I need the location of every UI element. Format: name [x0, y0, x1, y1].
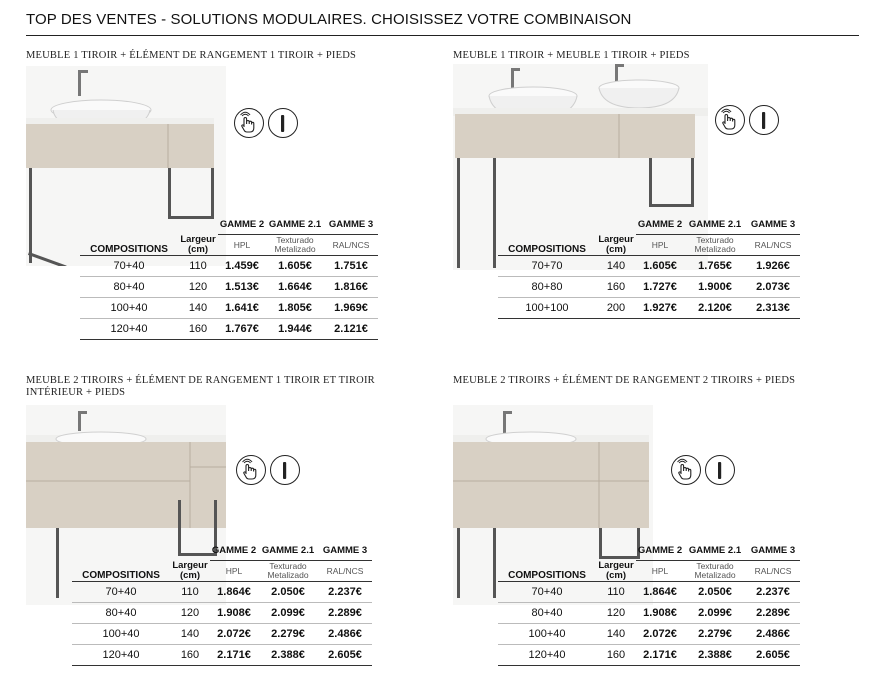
table-cell: 1.816€: [324, 277, 378, 298]
table-row: [72, 603, 372, 624]
table-cell: 1.969€: [324, 298, 378, 319]
handle-icon: [749, 105, 779, 135]
largeur-header: Largeur (cm): [178, 235, 218, 256]
table-cell: 2.120€: [684, 298, 746, 319]
table-cell: 160: [178, 319, 218, 340]
largeur-header: Largeur (cm): [596, 235, 636, 256]
gamme-2-header: GAMME 2: [636, 214, 684, 235]
feature-icons: [236, 455, 300, 485]
table-cell: 2.486€: [746, 624, 800, 645]
compositions-header: COMPOSITIONS: [498, 561, 596, 582]
title-divider: [26, 35, 859, 36]
table-row: [498, 277, 800, 298]
section-title: MEUBLE 2 TIROIRS + ÉLÉMENT DE RANGEMENT 2 TIROIRS + PIEDS: [453, 375, 796, 386]
table-cell: 160: [596, 645, 636, 666]
table-cell: 2.099€: [258, 603, 318, 624]
hpl-label: HPL: [636, 561, 684, 582]
table-cell: 2.171€: [210, 645, 258, 666]
gamme-3-header: GAMME 3: [324, 214, 378, 235]
ralncs-label: RAL/NCS: [318, 561, 372, 582]
table-cell: 2.171€: [636, 645, 684, 666]
gamme-2-1-header: GAMME 2.1: [266, 214, 324, 235]
push-open-icon: [671, 455, 701, 485]
table-cell: 80+80: [498, 277, 596, 298]
section-title: MEUBLE 1 TIROIR + MEUBLE 1 TIROIR + PIEDS: [453, 50, 690, 61]
table-cell: 80+40: [72, 603, 170, 624]
table-row: [498, 298, 800, 319]
table-cell: 1.641€: [218, 298, 266, 319]
table-row: [80, 277, 378, 298]
gamme-3-header: GAMME 3: [746, 214, 800, 235]
section-title: MEUBLE 1 TIROIR + ÉLÉMENT DE RANGEMENT 1 TIROIR + PIEDS: [26, 50, 357, 61]
table-cell: 140: [596, 624, 636, 645]
table-cell: 70+70: [498, 256, 596, 277]
table-cell: 1.926€: [746, 256, 800, 277]
gamme-2-header: GAMME 2: [210, 540, 258, 561]
feature-icons: [234, 108, 298, 138]
table-cell: 1.513€: [218, 277, 266, 298]
table-row: [72, 624, 372, 645]
table-row: [80, 256, 378, 277]
table-cell: 2.279€: [684, 624, 746, 645]
largeur-header: Largeur (cm): [170, 561, 210, 582]
table-cell: 1.664€: [266, 277, 324, 298]
table-cell: 1.900€: [684, 277, 746, 298]
table-cell: 1.864€: [636, 582, 684, 603]
table-cell: 2.313€: [746, 298, 800, 319]
table-cell: 1.864€: [210, 582, 258, 603]
table-cell: 1.927€: [636, 298, 684, 319]
table-cell: 80+40: [80, 277, 178, 298]
texturado-label: Texturado Metalizado: [684, 235, 746, 256]
table-row: [498, 603, 800, 624]
ralncs-label: RAL/NCS: [324, 235, 378, 256]
texturado-label: Texturado Metalizado: [258, 561, 318, 582]
table-cell: 100+40: [72, 624, 170, 645]
largeur-header: Largeur (cm): [596, 561, 636, 582]
table-row: [498, 645, 800, 666]
table-cell: 2.388€: [258, 645, 318, 666]
hpl-label: HPL: [218, 235, 266, 256]
table-row: [498, 582, 800, 603]
table-row: [80, 319, 378, 340]
table-cell: 160: [170, 645, 210, 666]
handle-icon: [270, 455, 300, 485]
page-title: TOP DES VENTES - SOLUTIONS MODULAIRES. CHOISISSEZ VOTRE COMBINAISON: [26, 11, 632, 28]
section-2: [453, 50, 853, 370]
table-cell: 1.605€: [636, 256, 684, 277]
table-cell: 160: [596, 277, 636, 298]
table-cell: 2.073€: [746, 277, 800, 298]
price-table: [80, 214, 378, 340]
gamme-2-1-header: GAMME 2.1: [684, 214, 746, 235]
price-table: [498, 214, 800, 319]
hpl-label: HPL: [210, 561, 258, 582]
table-cell: 2.237€: [746, 582, 800, 603]
ralncs-label: RAL/NCS: [746, 235, 800, 256]
section-4: [453, 375, 853, 695]
table-cell: 1.805€: [266, 298, 324, 319]
push-open-icon: [234, 108, 264, 138]
table-cell: 120+40: [80, 319, 178, 340]
price-table: [72, 540, 372, 666]
table-cell: 70+40: [72, 582, 170, 603]
section-3: [26, 375, 426, 695]
table-cell: 1.727€: [636, 277, 684, 298]
hpl-label: HPL: [636, 235, 684, 256]
table-cell: 120: [596, 603, 636, 624]
price-table: [498, 540, 800, 666]
push-open-icon: [236, 455, 266, 485]
texturado-label: Texturado Metalizado: [684, 561, 746, 582]
feature-icons: [671, 455, 735, 485]
table-cell: 1.908€: [636, 603, 684, 624]
table-cell: 2.121€: [324, 319, 378, 340]
table-cell: 1.605€: [266, 256, 324, 277]
table-cell: 2.486€: [318, 624, 372, 645]
table-cell: 1.459€: [218, 256, 266, 277]
table-cell: 1.765€: [684, 256, 746, 277]
gamme-2-header: GAMME 2: [218, 214, 266, 235]
table-cell: 2.605€: [746, 645, 800, 666]
table-row: [80, 298, 378, 319]
table-cell: 2.072€: [210, 624, 258, 645]
table-cell: 2.237€: [318, 582, 372, 603]
table-cell: 2.072€: [636, 624, 684, 645]
push-open-icon: [715, 105, 745, 135]
gamme-2-header: GAMME 2: [636, 540, 684, 561]
gamme-2-1-header: GAMME 2.1: [684, 540, 746, 561]
section-title: MEUBLE 2 TIROIRS + ÉLÉMENT DE RANGEMENT 1 TIROIR ET TIROIR INTÉRIEUR + PIEDS: [26, 375, 375, 398]
table-cell: 110: [178, 256, 218, 277]
table-cell: 2.289€: [746, 603, 800, 624]
gamme-3-header: GAMME 3: [318, 540, 372, 561]
table-cell: 110: [170, 582, 210, 603]
table-cell: 2.289€: [318, 603, 372, 624]
table-cell: 1.944€: [266, 319, 324, 340]
handle-icon: [705, 455, 735, 485]
table-cell: 120+40: [498, 645, 596, 666]
table-cell: 2.279€: [258, 624, 318, 645]
table-cell: 1.751€: [324, 256, 378, 277]
ralncs-label: RAL/NCS: [746, 561, 800, 582]
compositions-header: COMPOSITIONS: [72, 561, 170, 582]
table-cell: 100+40: [80, 298, 178, 319]
table-cell: 2.099€: [684, 603, 746, 624]
compositions-header: COMPOSITIONS: [498, 235, 596, 256]
feature-icons: [715, 105, 779, 135]
gamme-3-header: GAMME 3: [746, 540, 800, 561]
texturado-label: Texturado Metalizado: [266, 235, 324, 256]
table-cell: 2.050€: [684, 582, 746, 603]
table-cell: 1.767€: [218, 319, 266, 340]
table-row: [498, 256, 800, 277]
table-row: [72, 645, 372, 666]
handle-icon: [268, 108, 298, 138]
table-cell: 110: [596, 582, 636, 603]
table-cell: 1.908€: [210, 603, 258, 624]
table-row: [72, 582, 372, 603]
table-cell: 70+40: [80, 256, 178, 277]
table-cell: 100+100: [498, 298, 596, 319]
table-cell: 140: [178, 298, 218, 319]
table-cell: 120+40: [72, 645, 170, 666]
table-cell: 2.388€: [684, 645, 746, 666]
table-cell: 2.605€: [318, 645, 372, 666]
table-cell: 120: [178, 277, 218, 298]
table-cell: 140: [596, 256, 636, 277]
table-cell: 70+40: [498, 582, 596, 603]
table-cell: 140: [170, 624, 210, 645]
gamme-2-1-header: GAMME 2.1: [258, 540, 318, 561]
table-cell: 120: [170, 603, 210, 624]
compositions-header: COMPOSITIONS: [80, 235, 178, 256]
section-1: [26, 50, 426, 370]
table-cell: 80+40: [498, 603, 596, 624]
table-cell: 2.050€: [258, 582, 318, 603]
table-cell: 100+40: [498, 624, 596, 645]
table-cell: 200: [596, 298, 636, 319]
table-row: [498, 624, 800, 645]
